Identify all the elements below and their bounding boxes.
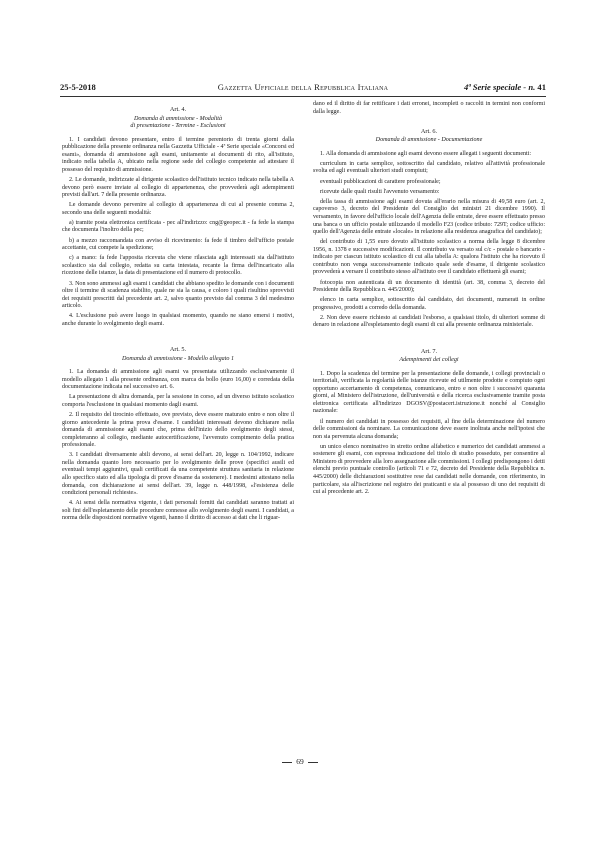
art5-title: Art. 5. <box>169 345 187 353</box>
art5-paragraph: 2. Il requisito del tirocinio effettuato, ove previsto, deve essere maturato entro e non oltre il giorno antecedente la prima prova d'esame. I candidati interessati devono dichiarare nella domanda di ammissione agli esami che, prima dell'inizio dello svolgimento degli stessi, completeranno al collegio, mediante autocertificazione, l'avvenuto compimento della pratica professionale. <box>62 411 294 449</box>
art4-title: Art. 4. <box>169 106 187 113</box>
art7-paragraph: 1. Dopo la scadenza del termine per la presentazione delle domande, i collegi provinciali o territoriali, verificata la regolarità delle istanze ricevute ed utilmente prodotte e compiuto ogni opportuno accertamento di competenza, comunicano, entro e non oltre i successivi quaranta giorni, al Ministero dell'istruzione, dell'università e della ricerca esclusivamente tramite posta elettronica certificata all'indirizzo DGOSV@postacert.istruzione.it nonché al Consiglio nazionale: <box>313 370 545 415</box>
header-rule <box>60 96 546 97</box>
series-text: 4ª Serie speciale - n. <box>463 82 536 92</box>
series-label <box>464 82 546 92</box>
art4-paragraph: Le domande devono pervenire al collegio di appartenenza di cui al presente comma 2, secondo una delle seguenti modalità: <box>62 202 294 216</box>
page-footer <box>0 757 600 766</box>
art6-paragraph: del contributo di 1,55 euro dovuto all'istituto scolastico a norma della legge 8 dicembre 1956, n. 1378 e successive modificazioni. Il contributo va versato sul c/c - postale o bancario - indicato per ciascun istituto scolastico di cui alla tabella A: qualora l'istituto che ha ricevuto il contributo non venga successivamente indicato quale sede d'esame, il dirigente scolastico provvederà a versare il contributo stesso all'istituto ove il candidato effettuerà gli esami; <box>313 239 545 276</box>
art4-paragraph: 3. Non sono ammessi agli esami i candidati che abbiano spedito le domande con i documenti oltre il termine di scadenza stabilito, quale ne sia la causa, e coloro i quali risultino sprovvisti dei requisiti prescritti dal precedente art. 2, salvo quanto previsto dal comma 3 del medesimo articolo. <box>62 280 294 310</box>
art5-paragraph: 3. I candidati diversamente abili devono, ai sensi dell'art. 20, legge n. 104/1992, indicare nella domanda quanto loro necessario per lo svolgimento delle prove (specifici ausili ed eventuali tempi aggiuntivi, quali certificati da una competente struttura sanitaria in relazione allo specifico stato ed alla tipologia di prove d'esame da sostenere). I medesimi attestano nella domanda, con dichiarazione ai sensi dell'art. 39, legge n. 448/1998, «l'esistenza delle condizioni personali richieste». <box>62 452 294 497</box>
art4-subtitle-line1: Domanda di ammissione - Modalità <box>133 115 223 122</box>
art4-paragraph: 1. I candidati devono presentare, entro il termine perentorio di trenta giorni dalla pubblicazione della presente ordinanza nella Gazzetta Ufficiale - 4ª Serie speciale «Concorsi ed esami», domanda di ammissione agli esami, unitamente ai documenti di rito, all'istituto, indicato nella tabella A, ubicato nella regione sede del collegio competente ad attestare il possesso del requisito di ammissione. <box>62 136 294 173</box>
art4-paragraph: a) tramite posta elettronica certificata - pec all'indirizzo: cng@geopec.it - fa fede la stampa che documenta l'inoltro della pec; <box>62 219 294 234</box>
issue-date: 25-5-2018 <box>60 82 96 92</box>
art4-paragraph: b) a mezzo raccomandata con avviso di ricevimento: fa fede il timbro dell'ufficio postale accettante, cui compete la spedizione; <box>62 237 294 252</box>
art5-paragraph: 4. Ai sensi della normativa vigente, i dati personali forniti dai candidati saranno trattati ai soli fini dell'espletamento delle procedure connesse allo svolgimento degli esami. I candidati, a norma delle disposizioni normative vigenti, hanno il diritto di accesso ai dati che li riguar- <box>62 500 294 522</box>
right-column <box>313 101 545 499</box>
art6-paragraph: eventuali pubblicazioni di carattere professionale; <box>320 178 441 185</box>
page-header <box>60 82 546 96</box>
art6-title: Art. 6. <box>420 127 438 135</box>
art7-subtitle: Adempimenti dei collegi <box>399 357 459 364</box>
art4-subtitle-line2: di presentazione - Termine - Esclusioni <box>130 123 226 130</box>
page-number: 69 <box>296 757 304 766</box>
art4-paragraph: 4. L'esclusione può avere luogo in qualsiasi momento, quando ne siano emersi i motivi, anche durante lo svolgimento degli esami. <box>62 313 294 327</box>
art5-subtitle: Domanda di ammissione - Modello allegato 1 <box>121 355 235 362</box>
art4-subtitle <box>62 116 294 131</box>
footer-dash <box>308 762 318 763</box>
art6-paragraph: 2. Non deve essere richiesto ai candidati l'esborso, a qualsiasi titolo, di ulteriori somme di denaro in relazione all'espletamento degli esami di cui alla presente ordinanza ministeriale. <box>313 314 545 329</box>
art7-paragraph: un unico elenco nominativo in stretto ordine alfabetico e numerico dei candidati ammessi a sostenere gli esami, con espressa indicazione del titolo di studio posseduto, per consentire al Ministero di provvedere alla loro assegnazione alle commissioni. I collegi predispongono i detti elenchi previo puntuale controllo (articoli 71 e 72, decreto del Presidente della Repubblica n. 445/2000) delle dichiarazioni sostitutive rese dai candidati nelle domande, con riferimento, in particolare, sia all'iscrizione nel registro dei praticanti e sia al possesso di uno dei requisiti di cui al precedente art. 2. <box>313 443 545 496</box>
continued-paragraph: dano ed il diritto di far rettificare i dati erronei, incompleti o raccolti in termini non conformi dalla legge. <box>313 101 545 115</box>
art6-paragraph: elenco in carta semplice, sottoscritto dal candidato, dei documenti, numerati in ordine progressivo, prodotti a corredo della domanda. <box>313 297 545 311</box>
art6-subtitle: Domanda di ammissione - Documentazione <box>375 137 483 144</box>
art6-paragraph: 1. Alla domanda di ammissione agli esami devono essere allegati i seguenti documenti: <box>320 150 532 157</box>
art4-paragraph: 2. Le domande, indirizzate al dirigente scolastico dell'istituto tecnico indicato nella tabella A devono però essere inviate al collegio di appartenenza, che provvederà agli adempimenti previsti dall'art. 7 della presente ordinanza. <box>62 176 294 199</box>
art6-paragraph: ricevute dalle quali risulti l'avvenuto versamento: <box>320 188 440 195</box>
art6-paragraph: curriculum in carta semplice, sottoscritto dal candidato, relativo all'attività professionale svolta ed agli eventuali ulteriori studi compiuti; <box>313 160 545 175</box>
gazette-title: Gazzetta Ufficiale della Repubblica Italiana <box>217 82 389 92</box>
art7-title: Art. 7. <box>420 347 438 355</box>
series-number: 41 <box>537 82 546 92</box>
art7-paragraph: il numero dei candidati in possesso dei requisiti, al fine della determinazione del numero delle commissioni da nominare. La comunicazione deve essere inoltrata anche nell'ipotesi che non sia pervenuta alcuna domanda; <box>313 418 545 440</box>
art5-paragraph: La presentazione di altra domanda, per la sessione in corso, ad un diverso istituto scolastico comporta l'esclusione in qualsiasi momento dagli esami. <box>62 394 294 408</box>
art4-paragraph: c) a mano: fa fede l'apposita ricevuta che viene rilasciata agli interessati sia dall'istituto scolastico sia dal collegio, redatta su carta intestata, recante la firma dell'incaricato alla ricezione delle istanze, la data di presentazione ed il numero di protocollo. <box>62 255 294 277</box>
art6-paragraph: della tassa di ammissione agli esami dovuta all'erario nella misura di 49,58 euro (art. 2, capoverso 3, decreto del Presidente del Consiglio dei ministri 21 dicembre 1990). Il versamento, in favore dell'ufficio locale dell'Agenzia delle entrate, deve essere effettuato presso una banca o un ufficio postale utilizzando il modello F23 (codice tributo: 729T; codice ufficio: quello dell'Agenzia delle entrate «locale» in relazione alla residenza anagrafica del candidato); <box>313 198 545 236</box>
footer-dash <box>282 762 292 763</box>
art5-paragraph: 1. La domanda di ammissione agli esami va presentata utilizzando esclusivamente il modello allegato 1 alla presente ordinanza, con marca da bollo (euro 16,00) e corredata della documentazione indicata nel successivo art. 6. <box>62 369 294 391</box>
art6-paragraph: fotocopia non autenticata di un documento di identità (art. 38, comma 3, decreto del Presidente della Repubblica n. 445/2000); <box>313 279 545 294</box>
left-column <box>62 101 294 525</box>
